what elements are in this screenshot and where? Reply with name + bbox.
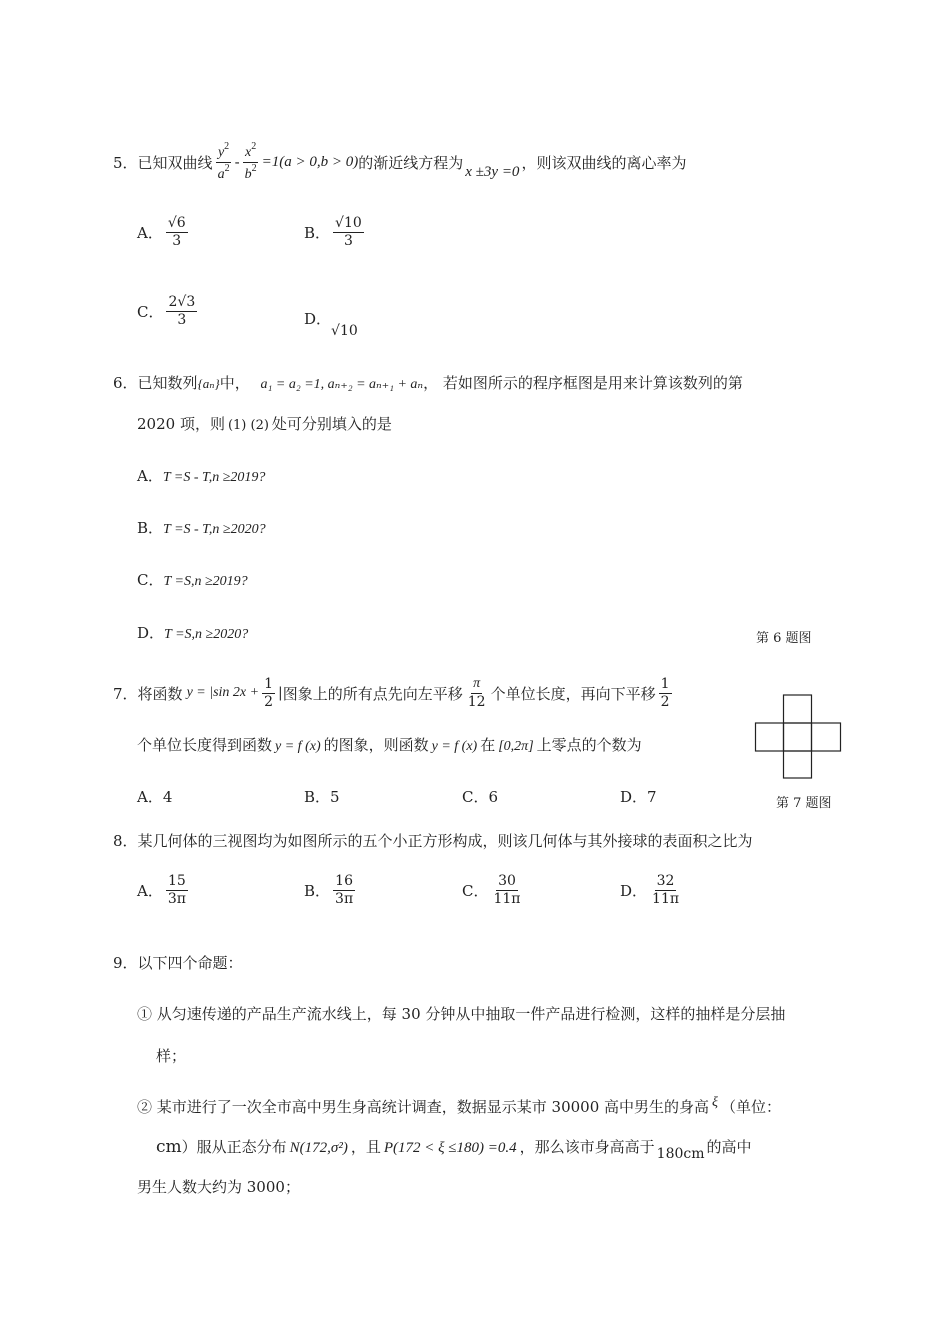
q5-option-a-den: 3 xyxy=(172,232,182,249)
q8-number: 8． xyxy=(113,832,138,850)
q9-item2-line1-post: （单位： xyxy=(721,1098,782,1116)
q7-text-pre: 将函数 xyxy=(137,684,183,703)
q6-text-pre: 已知数列 xyxy=(137,374,198,392)
q6-option-b[interactable] xyxy=(137,517,266,538)
q5-option-a-num: √6 xyxy=(167,215,186,231)
q7-option-c-label: C． xyxy=(462,788,489,806)
q9-item2-line2-b: ，且 xyxy=(350,1138,381,1156)
q5-option-c-den: 3 xyxy=(177,311,187,328)
q7-fx-2: y = f (x) xyxy=(431,739,478,754)
q5-option-a-frac xyxy=(166,216,188,248)
q6-option-d[interactable] xyxy=(137,622,248,643)
q9-item1-line1: ① 从匀速传递的产品生产流水线上，每 30 分钟从中抽取一件产品进行检测，这样的抽样是分层抽 xyxy=(137,1005,786,1023)
q7-option-b[interactable] xyxy=(304,786,340,807)
cross-square-top xyxy=(784,695,812,723)
q7-option-c[interactable] xyxy=(462,786,498,807)
q6-option-d-expr: T =S,n ≥2020? xyxy=(164,627,249,642)
q7-text-line2-pre: 个单位长度得到函数 xyxy=(137,736,273,754)
q6-text-mid: 中， xyxy=(219,374,250,392)
q5-option-d-label: D． xyxy=(304,310,332,328)
q5-option-b-frac xyxy=(333,216,364,248)
q7-cross-figure xyxy=(754,694,844,780)
q8-option-d-den: 11π xyxy=(652,890,680,907)
q9-stem xyxy=(113,952,243,973)
q7-half-num: 1 xyxy=(264,675,273,692)
q5-text-mid: 的渐近线方程为 xyxy=(358,153,464,172)
q8-stem xyxy=(113,830,753,851)
q5-eq-head: =1(a > 0,b > 0) xyxy=(261,153,359,170)
q9-xi: ξ xyxy=(712,1095,719,1110)
q8-option-d[interactable] xyxy=(620,874,684,906)
q6-blanks: (1) (2) xyxy=(227,418,269,433)
q9-prob: P(172 < ξ ≤180) =0.4 xyxy=(383,1140,517,1156)
q5-option-c[interactable] xyxy=(137,295,200,327)
q6-option-c-expr: T =S,n ≥2019? xyxy=(163,574,248,589)
q7-stem-line2 xyxy=(137,734,642,755)
q5-option-c-label: C． xyxy=(137,302,164,321)
q7-text-line2-mid: 的图象，则函数 xyxy=(323,736,429,754)
q5-option-b-label: B． xyxy=(304,223,331,242)
q9-number: 9． xyxy=(113,954,138,972)
q5-number: 5． xyxy=(113,153,138,172)
q7-number: 7． xyxy=(113,684,138,703)
q5-stem xyxy=(113,140,686,184)
q7-option-b-value: 5 xyxy=(330,788,340,806)
q9-normal: N(172,σ²) xyxy=(289,1140,348,1156)
q5-option-c-frac xyxy=(166,295,197,327)
q6-option-a-expr: T =S - T,n ≥2019? xyxy=(162,470,266,485)
q6-option-b-expr: T =S - T,n ≥2020? xyxy=(163,522,266,537)
q5-asymptote: x ±3y =0 xyxy=(465,163,520,180)
q6-option-a[interactable] xyxy=(137,465,265,486)
q9-text: 以下四个命题： xyxy=(137,954,243,972)
q7-abs-bar: | xyxy=(278,685,283,701)
q9-item2-line2-a: ）服从正态分布 xyxy=(181,1138,287,1156)
q5-option-d-value: √10 xyxy=(331,323,358,339)
q6-option-a-label: A． xyxy=(137,467,163,485)
q7-text-mid1: 图象上的所有点先向左平移 xyxy=(282,684,463,703)
q5-option-d[interactable] xyxy=(304,308,358,339)
q6-text-line2-post: 处可分别填入的是 xyxy=(271,415,392,433)
q5-frac-y: $\frac{y^2}{a^2}$ xyxy=(217,140,230,182)
q8-option-b-den: 3π xyxy=(335,890,354,907)
cross-square-right xyxy=(812,723,841,751)
q5-minus: - xyxy=(234,153,240,171)
q7-text-line2-in: 在 xyxy=(480,736,496,754)
q7-stem-line1 xyxy=(113,670,675,716)
q7-frac-half xyxy=(262,677,275,709)
q7-text-line2-post: 上零点的个数为 xyxy=(536,736,642,754)
q7-pi-den: 12 xyxy=(467,693,486,710)
cross-square-center xyxy=(784,723,812,751)
q8-option-b[interactable] xyxy=(304,874,358,906)
q8-option-a-num: 15 xyxy=(167,873,186,889)
q6-text-post: ， 若如图所示的程序框图是用来计算该数列的第 xyxy=(423,374,743,392)
q7-fx: y = f (x) xyxy=(275,739,321,754)
q9-item2-line1 xyxy=(137,1096,781,1117)
q5-option-b-num: √10 xyxy=(335,215,362,231)
q7-half2-num: 1 xyxy=(660,675,670,692)
q9-item2-line1-pre: ② 某市进行了一次全市高中男生身高统计调查，数据显示某市 30000 高中男生的身高 xyxy=(137,1098,710,1116)
q7-option-c-value: 6 xyxy=(488,788,499,806)
q5-text-post: ，则该双曲线的离心率为 xyxy=(521,153,687,172)
q7-figure-caption: 第 7 题图 xyxy=(776,796,832,811)
q9-item2-line2-d: 的高中 xyxy=(706,1138,752,1156)
q6-option-c-label: C． xyxy=(137,571,164,589)
q7-pi-num: π xyxy=(471,677,482,694)
cross-square-left xyxy=(756,723,784,751)
q9-item2-line3: 男生人数大约为 3000； xyxy=(137,1178,300,1196)
q6-option-c[interactable] xyxy=(137,569,248,590)
q6-stem-line2 xyxy=(137,413,392,434)
q7-interval: [0,2π] xyxy=(498,739,534,754)
q8-option-c-num: 30 xyxy=(498,873,516,889)
q8-option-c[interactable] xyxy=(462,874,526,906)
q8-option-d-num: 32 xyxy=(656,873,675,889)
q7-option-d-label: D． xyxy=(620,788,648,806)
q7-half2-den: 2 xyxy=(660,693,670,710)
q9-item1-line2: 样； xyxy=(156,1047,187,1065)
q7-frac-half-2 xyxy=(659,677,672,709)
q7-option-b-label: B． xyxy=(304,788,331,806)
q7-func: y = |sin 2x + xyxy=(186,685,260,700)
q6-figure-caption: 第 6 题图 xyxy=(756,631,812,646)
cross-square-bottom xyxy=(784,751,812,778)
q8-option-c-den: 11π xyxy=(493,890,521,907)
q9-item2-line2 xyxy=(156,1136,752,1162)
q8-option-a-frac xyxy=(166,874,188,906)
q8-option-c-frac xyxy=(491,874,522,906)
q8-option-a[interactable] xyxy=(137,874,191,906)
q7-option-d[interactable] xyxy=(620,786,657,807)
q9-height: 180cm xyxy=(656,1146,705,1162)
q8-option-c-label: C． xyxy=(462,881,489,900)
q7-half-den: 2 xyxy=(264,693,273,710)
q8-option-d-frac xyxy=(650,874,681,906)
q7-option-a-label: A． xyxy=(137,788,163,806)
q6-number: 6． xyxy=(113,374,138,392)
q9-cm: cm xyxy=(156,1137,182,1157)
q6-seq: {aₙ} xyxy=(197,376,220,391)
q6-text-line2-pre: 2020 项，则 xyxy=(137,415,225,433)
q5-text-pre: 已知双曲线 xyxy=(137,153,213,172)
q6-condition: a₁ = a₂ =1, aₙ₊₂ = aₙ₊₁ + aₙ xyxy=(260,377,424,392)
q5-option-a[interactable] xyxy=(137,216,191,248)
q6-stem-line1 xyxy=(113,372,743,393)
q8-option-b-num: 16 xyxy=(335,873,353,889)
q8-option-b-frac xyxy=(333,874,355,906)
q5-option-c-num: 2√3 xyxy=(168,294,196,310)
q5-option-a-label: A． xyxy=(137,223,163,242)
q7-frac-pi xyxy=(466,677,488,709)
q8-text: 某几何体的三视图均为如图所示的五个小正方形构成，则该几何体与其外接球的表面积之比为 xyxy=(137,832,753,850)
q8-option-a-den: 3π xyxy=(167,890,186,907)
q7-text-mid2: 个单位长度，再向下平移 xyxy=(490,684,656,703)
q6-option-b-label: B． xyxy=(137,519,164,537)
q5-option-b-den: 3 xyxy=(343,232,353,249)
q5-option-b[interactable] xyxy=(304,216,367,248)
q6-option-d-label: D． xyxy=(137,624,165,642)
q7-option-a[interactable] xyxy=(137,786,172,807)
q7-option-d-value: 7 xyxy=(647,788,657,806)
q8-option-d-label: D． xyxy=(620,881,648,900)
q8-option-b-label: B． xyxy=(304,881,331,900)
q9-item2-line2-c: ，那么该市身高高于 xyxy=(519,1138,655,1156)
q8-option-a-label: A． xyxy=(137,881,163,900)
q5-frac-x: $\frac{x^2}{b^2}$ xyxy=(244,140,257,182)
q7-option-a-value: 4 xyxy=(162,788,173,806)
